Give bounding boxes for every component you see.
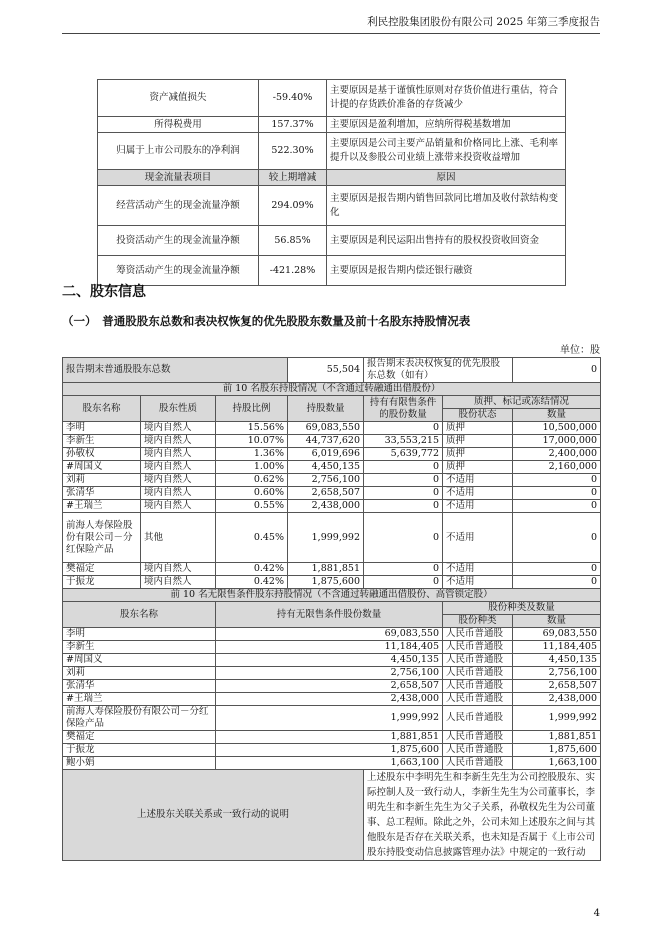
shareholder-status: 不适用: [443, 563, 513, 576]
shareholder-status: 不适用: [443, 474, 513, 487]
shareholder-nature: 境内自然人: [141, 500, 216, 513]
unres-qty: 2,658,507: [216, 680, 443, 693]
shareholder-nature: 境内自然人: [141, 461, 216, 474]
shareholder-name: 樊福定: [63, 563, 141, 576]
shareholder-ratio: 0.60%: [216, 487, 288, 500]
shareholder-nature: 境内自然人: [141, 422, 216, 435]
unres-row: [63, 641, 601, 654]
shareholder-row: [63, 474, 601, 487]
total-holders-label: 报告期末普通股股东总数: [63, 358, 288, 383]
fin-row: [98, 80, 566, 117]
fin-item: 所得税费用: [98, 117, 259, 133]
shareholder-qty: 4,450,135: [288, 461, 364, 474]
unres-name: 张清华: [63, 680, 216, 693]
shareholder-qty: 1,881,851: [288, 563, 364, 576]
shareholder-restricted: 33,553,215: [364, 435, 443, 448]
shareholder-table: [62, 357, 601, 861]
unres-col-kind: 股份种类: [443, 615, 513, 628]
unres-kind: 人民币普通股: [443, 731, 513, 744]
shareholder-restricted: 0: [364, 513, 443, 563]
shareholder-restricted: 0: [364, 563, 443, 576]
shareholder-nature: 境内自然人: [141, 576, 216, 589]
shareholder-row: [63, 500, 601, 513]
shareholder-qty: 2,438,000: [288, 500, 364, 513]
fin-row: [98, 186, 566, 226]
shareholder-qty: 69,083,550: [288, 422, 364, 435]
shareholder-row: [63, 448, 601, 461]
shareholder-ratio: 1.36%: [216, 448, 288, 461]
col-status: 股份状态: [443, 409, 513, 422]
shareholder-nature: 境内自然人: [141, 448, 216, 461]
shareholder-name: 于振龙: [63, 576, 141, 589]
header-rule: [62, 33, 600, 34]
shareholder-ratio: 0.42%: [216, 576, 288, 589]
shareholder-ratio: 0.55%: [216, 500, 288, 513]
shareholder-nature: 境内自然人: [141, 487, 216, 500]
shareholder-ratio: 0.42%: [216, 563, 288, 576]
fin-change: -421.28%: [259, 256, 327, 286]
col-restricted: 持有有限售条件的股份数量: [364, 396, 443, 422]
shareholder-status: 质押: [443, 448, 513, 461]
fin-row: [98, 226, 566, 256]
fin-item: 资产减值损失: [98, 80, 259, 117]
fin-reason: 主要原因是盈利增加，应纳所得税基数增加: [327, 117, 566, 133]
fin-row: [98, 256, 566, 286]
shareholder-ratio: 0.62%: [216, 474, 288, 487]
unres-amount: 4,450,135: [513, 654, 601, 667]
unres-title-row: [63, 589, 601, 602]
shareholder-name: 孙敬权: [63, 448, 141, 461]
shareholder-amount: 0: [513, 576, 601, 589]
unres-amount: 1,999,992: [513, 706, 601, 731]
sub-title: （一） 普通股股东总数和表决权恢复的优先股股东数量及前十名股东持股情况表: [62, 314, 471, 328]
shareholder-name: 李新生: [63, 435, 141, 448]
unres-name: 鲍小娟: [63, 757, 216, 770]
shareholder-row: [63, 422, 601, 435]
shareholder-amount: 0: [513, 487, 601, 500]
fin-reason: 主要原因是利民运阳出售持有的股权投资收回资金: [327, 226, 566, 256]
shareholder-qty: 6,019,696: [288, 448, 364, 461]
section-title: 二、股东信息: [62, 284, 146, 300]
unres-qty: 2,756,100: [216, 667, 443, 680]
page-header: 利民控股集团股份有限公司 2025 年第三季度报告: [367, 16, 600, 28]
shareholder-name: 前海人寿保险股份有限公司－分红保险产品: [63, 513, 141, 563]
shareholder-row: [63, 461, 601, 474]
unres-col-qty: 持有无限售条件股份数量: [216, 602, 443, 628]
unres-col-name: 股东名称: [63, 602, 216, 628]
unres-row: [63, 757, 601, 770]
shareholder-row: [63, 435, 601, 448]
unres-kind: 人民币普通股: [443, 757, 513, 770]
fin-row: [98, 117, 566, 133]
shareholder-nature: 境内自然人: [141, 563, 216, 576]
unres-amount: 2,658,507: [513, 680, 601, 693]
fin-reason: 主要原因是报告期内销售回款同比增加及收付款结构变化: [327, 186, 566, 226]
shareholder-restricted: 0: [364, 487, 443, 500]
unres-name: 于振龙: [63, 744, 216, 757]
unres-amount: 1,881,851: [513, 731, 601, 744]
pref-holders-label: 报告期末表决权恢复的优先股股东总数（如有）: [364, 358, 513, 383]
shareholder-row: [63, 576, 601, 589]
shareholder-nature: 境内自然人: [141, 435, 216, 448]
unres-kind: 人民币普通股: [443, 641, 513, 654]
shareholder-restricted: 0: [364, 422, 443, 435]
shareholder-ratio: 1.00%: [216, 461, 288, 474]
shareholder-status: 质押: [443, 435, 513, 448]
unres-row: [63, 706, 601, 731]
shareholder-status: 不适用: [443, 500, 513, 513]
unres-name: #周国义: [63, 654, 216, 667]
unres-amount: 2,438,000: [513, 693, 601, 706]
unres-col-kind-group: 股份种类及数量: [443, 602, 601, 615]
shareholder-status: 质押: [443, 422, 513, 435]
fin-change: 56.85%: [259, 226, 327, 256]
fin-change: 294.09%: [259, 186, 327, 226]
total-holders-value: 55,504: [288, 358, 364, 383]
unres-title: 前 10 名无限售条件股东持股情况（不含通过转融通出借股份、高管锁定股）: [63, 589, 601, 602]
shareholder-name: 刘莉: [63, 474, 141, 487]
unres-row: [63, 693, 601, 706]
col-pledge: 质押、标记或冻结情况: [443, 396, 601, 409]
unres-kind: 人民币普通股: [443, 744, 513, 757]
unres-amount: 2,756,100: [513, 667, 601, 680]
shareholder-ratio: 10.07%: [216, 435, 288, 448]
shareholder-nature: 境内自然人: [141, 474, 216, 487]
unres-name: 李明: [63, 628, 216, 641]
shareholder-status: 不适用: [443, 487, 513, 500]
cash-header-change: 较上期增减: [259, 170, 327, 186]
shareholder-qty: 1,875,600: [288, 576, 364, 589]
unres-qty: 2,438,000: [216, 693, 443, 706]
shareholder-status: 不适用: [443, 576, 513, 589]
unres-row: [63, 731, 601, 744]
fin-change: 157.37%: [259, 117, 327, 133]
top10-title: 前 10 名股东持股情况（不含通过转融通出借股份）: [63, 383, 601, 396]
unres-amount: 11,184,405: [513, 641, 601, 654]
shareholder-restricted: 0: [364, 474, 443, 487]
shareholder-amount: 2,160,000: [513, 461, 601, 474]
unres-row: [63, 654, 601, 667]
unres-kind: 人民币普通股: [443, 693, 513, 706]
page-number: 4: [593, 908, 600, 919]
shareholder-amount: 10,500,000: [513, 422, 601, 435]
unres-row: [63, 628, 601, 641]
col-nature: 股东性质: [141, 396, 216, 422]
unres-qty: 69,083,550: [216, 628, 443, 641]
financial-changes-table: [97, 79, 566, 286]
unres-kind: 人民币普通股: [443, 706, 513, 731]
shareholder-amount: 2,400,000: [513, 448, 601, 461]
col-amount: 数量: [513, 409, 601, 422]
shareholder-restricted: 0: [364, 500, 443, 513]
unres-name: 李新生: [63, 641, 216, 654]
shareholder-row: [63, 563, 601, 576]
unres-row: [63, 667, 601, 680]
col-name: 股东名称: [63, 396, 141, 422]
unres-qty: 1,881,851: [216, 731, 443, 744]
cash-header-item: 现金流量表项目: [98, 170, 259, 186]
shareholder-restricted: 0: [364, 461, 443, 474]
fin-cash-header: [98, 170, 566, 186]
unres-kind: 人民币普通股: [443, 680, 513, 693]
fin-item: 筹资活动产生的现金流量净额: [98, 256, 259, 286]
shareholder-qty: 2,658,507: [288, 487, 364, 500]
shareholder-qty: 44,737,620: [288, 435, 364, 448]
unres-header-row: [63, 602, 601, 615]
unres-row: [63, 744, 601, 757]
shareholder-amount: 0: [513, 500, 601, 513]
shareholder-qty: 1,999,992: [288, 513, 364, 563]
shareholder-name: 张清华: [63, 487, 141, 500]
unres-qty: 11,184,405: [216, 641, 443, 654]
unres-col-amount: 数量: [513, 615, 601, 628]
unres-name: 刘莉: [63, 667, 216, 680]
col-ratio: 持股比例: [216, 396, 288, 422]
unres-amount: 1,663,100: [513, 757, 601, 770]
shareholder-ratio: 15.56%: [216, 422, 288, 435]
pref-holders-value: 0: [513, 358, 601, 383]
relation-label: 上述股东关联关系或一致行动的说明: [63, 770, 364, 861]
unit-label: 单位：股: [560, 345, 600, 356]
fin-item: 归属于上市公司股东的净利润: [98, 133, 259, 170]
shareholder-amount: 0: [513, 474, 601, 487]
unres-name: #王瑞兰: [63, 693, 216, 706]
unres-kind: 人民币普通股: [443, 628, 513, 641]
unres-kind: 人民币普通股: [443, 667, 513, 680]
shareholder-name: #周国义: [63, 461, 141, 474]
shareholder-row: [63, 487, 601, 500]
shareholder-restricted: 0: [364, 576, 443, 589]
fin-reason: 主要原因是公司主要产品销量和价格同比上涨、毛利率提升以及参股公司业绩上涨带来投资收益增加: [327, 133, 566, 170]
unres-name: 樊福定: [63, 731, 216, 744]
cash-header-reason: 原因: [327, 170, 566, 186]
shareholder-amount: 17,000,000: [513, 435, 601, 448]
unres-kind: 人民币普通股: [443, 654, 513, 667]
relation-text: 上述股东中李明先生和李新生先生为公司控股股东、实际控制人及一致行动人，李新生先生为公司董事长，李明先生和李新生先生为父子关系，孙敬权先生为公司董事、总工程师。除此之外，公司未知上述股东之间与其他股东是否存在关联关系，也未知是否属于《上市公司股东持股变动信息披露管理办法》中规定的一致行动: [364, 770, 601, 861]
fin-item: 经营活动产生的现金流量净额: [98, 186, 259, 226]
fin-change: -59.40%: [259, 80, 327, 117]
fin-reason: 主要原因是基于谨慎性原则对存货价值进行重估，符合计提的存货跌价准备的存货减少: [327, 80, 566, 117]
fin-row: [98, 133, 566, 170]
shareholder-nature: 其他: [141, 513, 216, 563]
unres-amount: 69,083,550: [513, 628, 601, 641]
shareholder-status: 不适用: [443, 513, 513, 563]
shareholder-status: 质押: [443, 461, 513, 474]
shareholder-qty: 2,756,100: [288, 474, 364, 487]
shareholder-amount: 0: [513, 513, 601, 563]
shareholder-amount: 0: [513, 563, 601, 576]
shareholder-restricted: 5,639,772: [364, 448, 443, 461]
unres-qty: 1,875,600: [216, 744, 443, 757]
unres-amount: 1,875,600: [513, 744, 601, 757]
unres-name: 前海人寿保险股份有限公司－分红保险产品: [63, 706, 216, 731]
shareholder-row: [63, 513, 601, 563]
fin-reason: 主要原因是报告期内偿还银行融资: [327, 256, 566, 286]
unres-row: [63, 680, 601, 693]
relation-row: [63, 770, 601, 861]
shareholder-ratio: 0.45%: [216, 513, 288, 563]
shareholder-name: 李明: [63, 422, 141, 435]
col-qty: 持股数量: [288, 396, 364, 422]
fin-change: 522.30%: [259, 133, 327, 170]
unres-qty: 1,999,992: [216, 706, 443, 731]
fin-item: 投资活动产生的现金流量净额: [98, 226, 259, 256]
shareholder-name: #王瑞兰: [63, 500, 141, 513]
unres-qty: 4,450,135: [216, 654, 443, 667]
unres-qty: 1,663,100: [216, 757, 443, 770]
